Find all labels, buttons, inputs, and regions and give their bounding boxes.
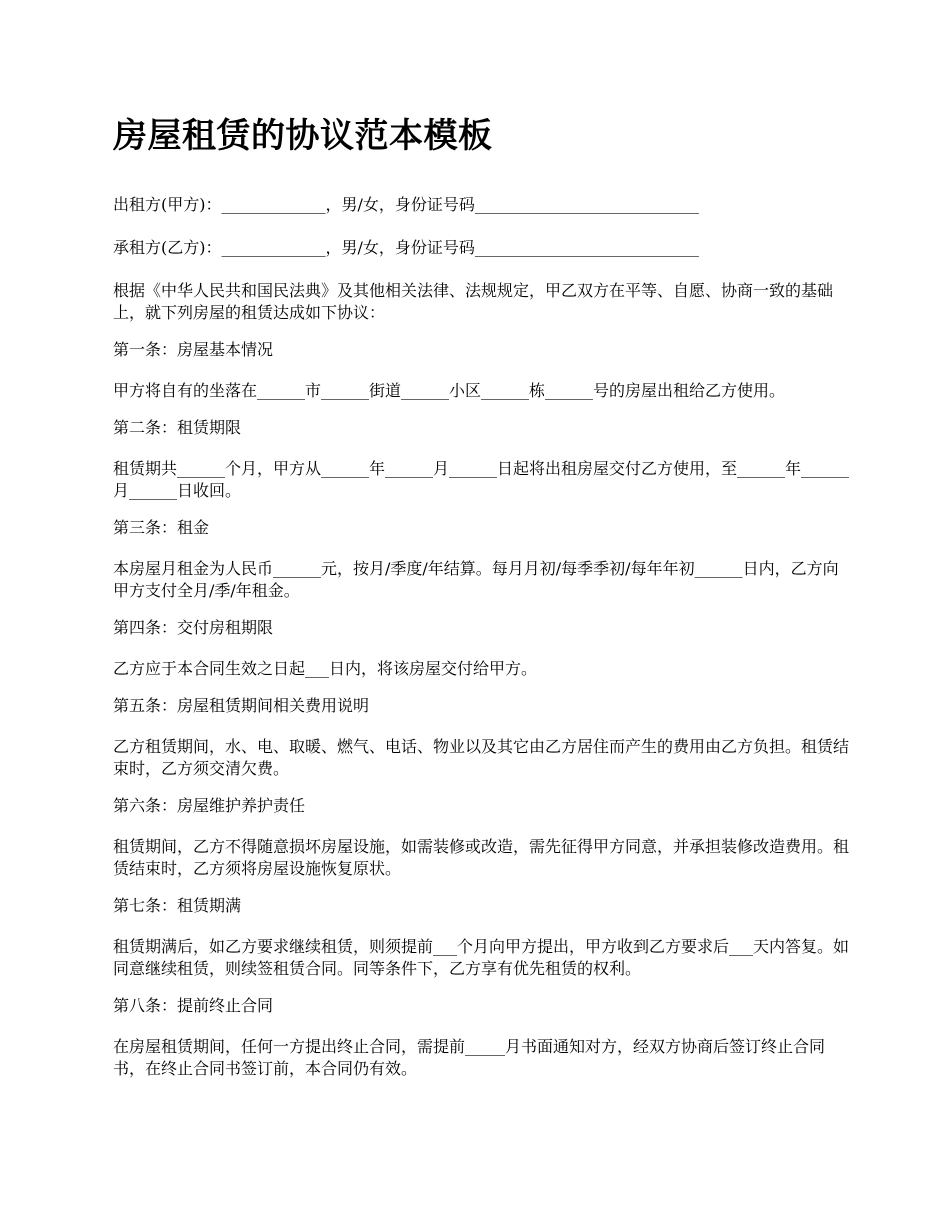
article-6-heading: 第六条：房屋维护养护责任 <box>113 796 306 815</box>
lessee-line: 承租方(乙方)：_____________，男/女，身份证号码____________________________ <box>113 238 699 257</box>
article-7-heading: 第七条：租赁期满 <box>113 896 242 915</box>
article-6-body: 租赁期间，乙方不得随意损坏房屋设施，如需装修或改造，需先征得甲方同意，并承担装修改造费用。租赁结束时，乙方须将房屋设施恢复原状。 <box>113 837 850 878</box>
article-5-heading: 第五条：房屋租赁期间相关费用说明 <box>113 696 370 715</box>
article-1-heading: 第一条：房屋基本情况 <box>113 340 274 359</box>
article-3-heading: 第三条：租金 <box>113 518 210 537</box>
lessor-line: 出租方(甲方)：_____________，男/女，身份证号码____________________________ <box>113 195 699 214</box>
preamble: 根据《中华人民共和国民法典》及其他相关法律、法规规定，甲乙双方在平等、自愿、协商一致的基础上，就下列房屋的租赁达成如下协议： <box>113 281 834 322</box>
article-5-body: 乙方租赁期间，水、电、取暖、燃气、电话、物业以及其它由乙方居住而产生的费用由乙方负担。租赁结束时，乙方须交清欠费。 <box>113 737 850 778</box>
document-title: 房屋租赁的协议范本模板 <box>113 116 493 156</box>
article-3-body: 本房屋月租金为人民币______元，按月/季度/年结算。每月月初/每季季初/每年年初______日内，乙方向甲方支付全月/季/年租金。 <box>113 559 839 600</box>
article-4-body: 乙方应于本合同生效之日起___日内，将该房屋交付给甲方。 <box>113 659 538 678</box>
document-page <box>113 112 853 1095</box>
article-7-body: 租赁期满后，如乙方要求继续租赁，则须提前___个月向甲方提出，甲方收到乙方要求后___天内答复。如同意继续租赁，则续签租赁合同。同等条件下，乙方享有优先租赁的权利。 <box>113 937 850 978</box>
article-1-body: 甲方将自有的坐落在______市______街道______小区______栋______号的房屋出租给乙方使用。 <box>113 381 786 400</box>
article-4-heading: 第四条：交付房租期限 <box>113 618 274 637</box>
article-2-body: 租赁期共______个月，甲方从______年______月______日起将出租房屋交付乙方使用，至______年______月______日收回。 <box>113 459 850 500</box>
article-2-heading: 第二条：租赁期限 <box>113 418 242 437</box>
article-8-heading: 第八条：提前终止合同 <box>113 996 274 1015</box>
article-8-body: 在房屋租赁期间，任何一方提出终止合同，需提前_____月书面通知对方，经双方协商后签订终止合同书，在终止合同书签订前，本合同仍有效。 <box>113 1037 826 1078</box>
